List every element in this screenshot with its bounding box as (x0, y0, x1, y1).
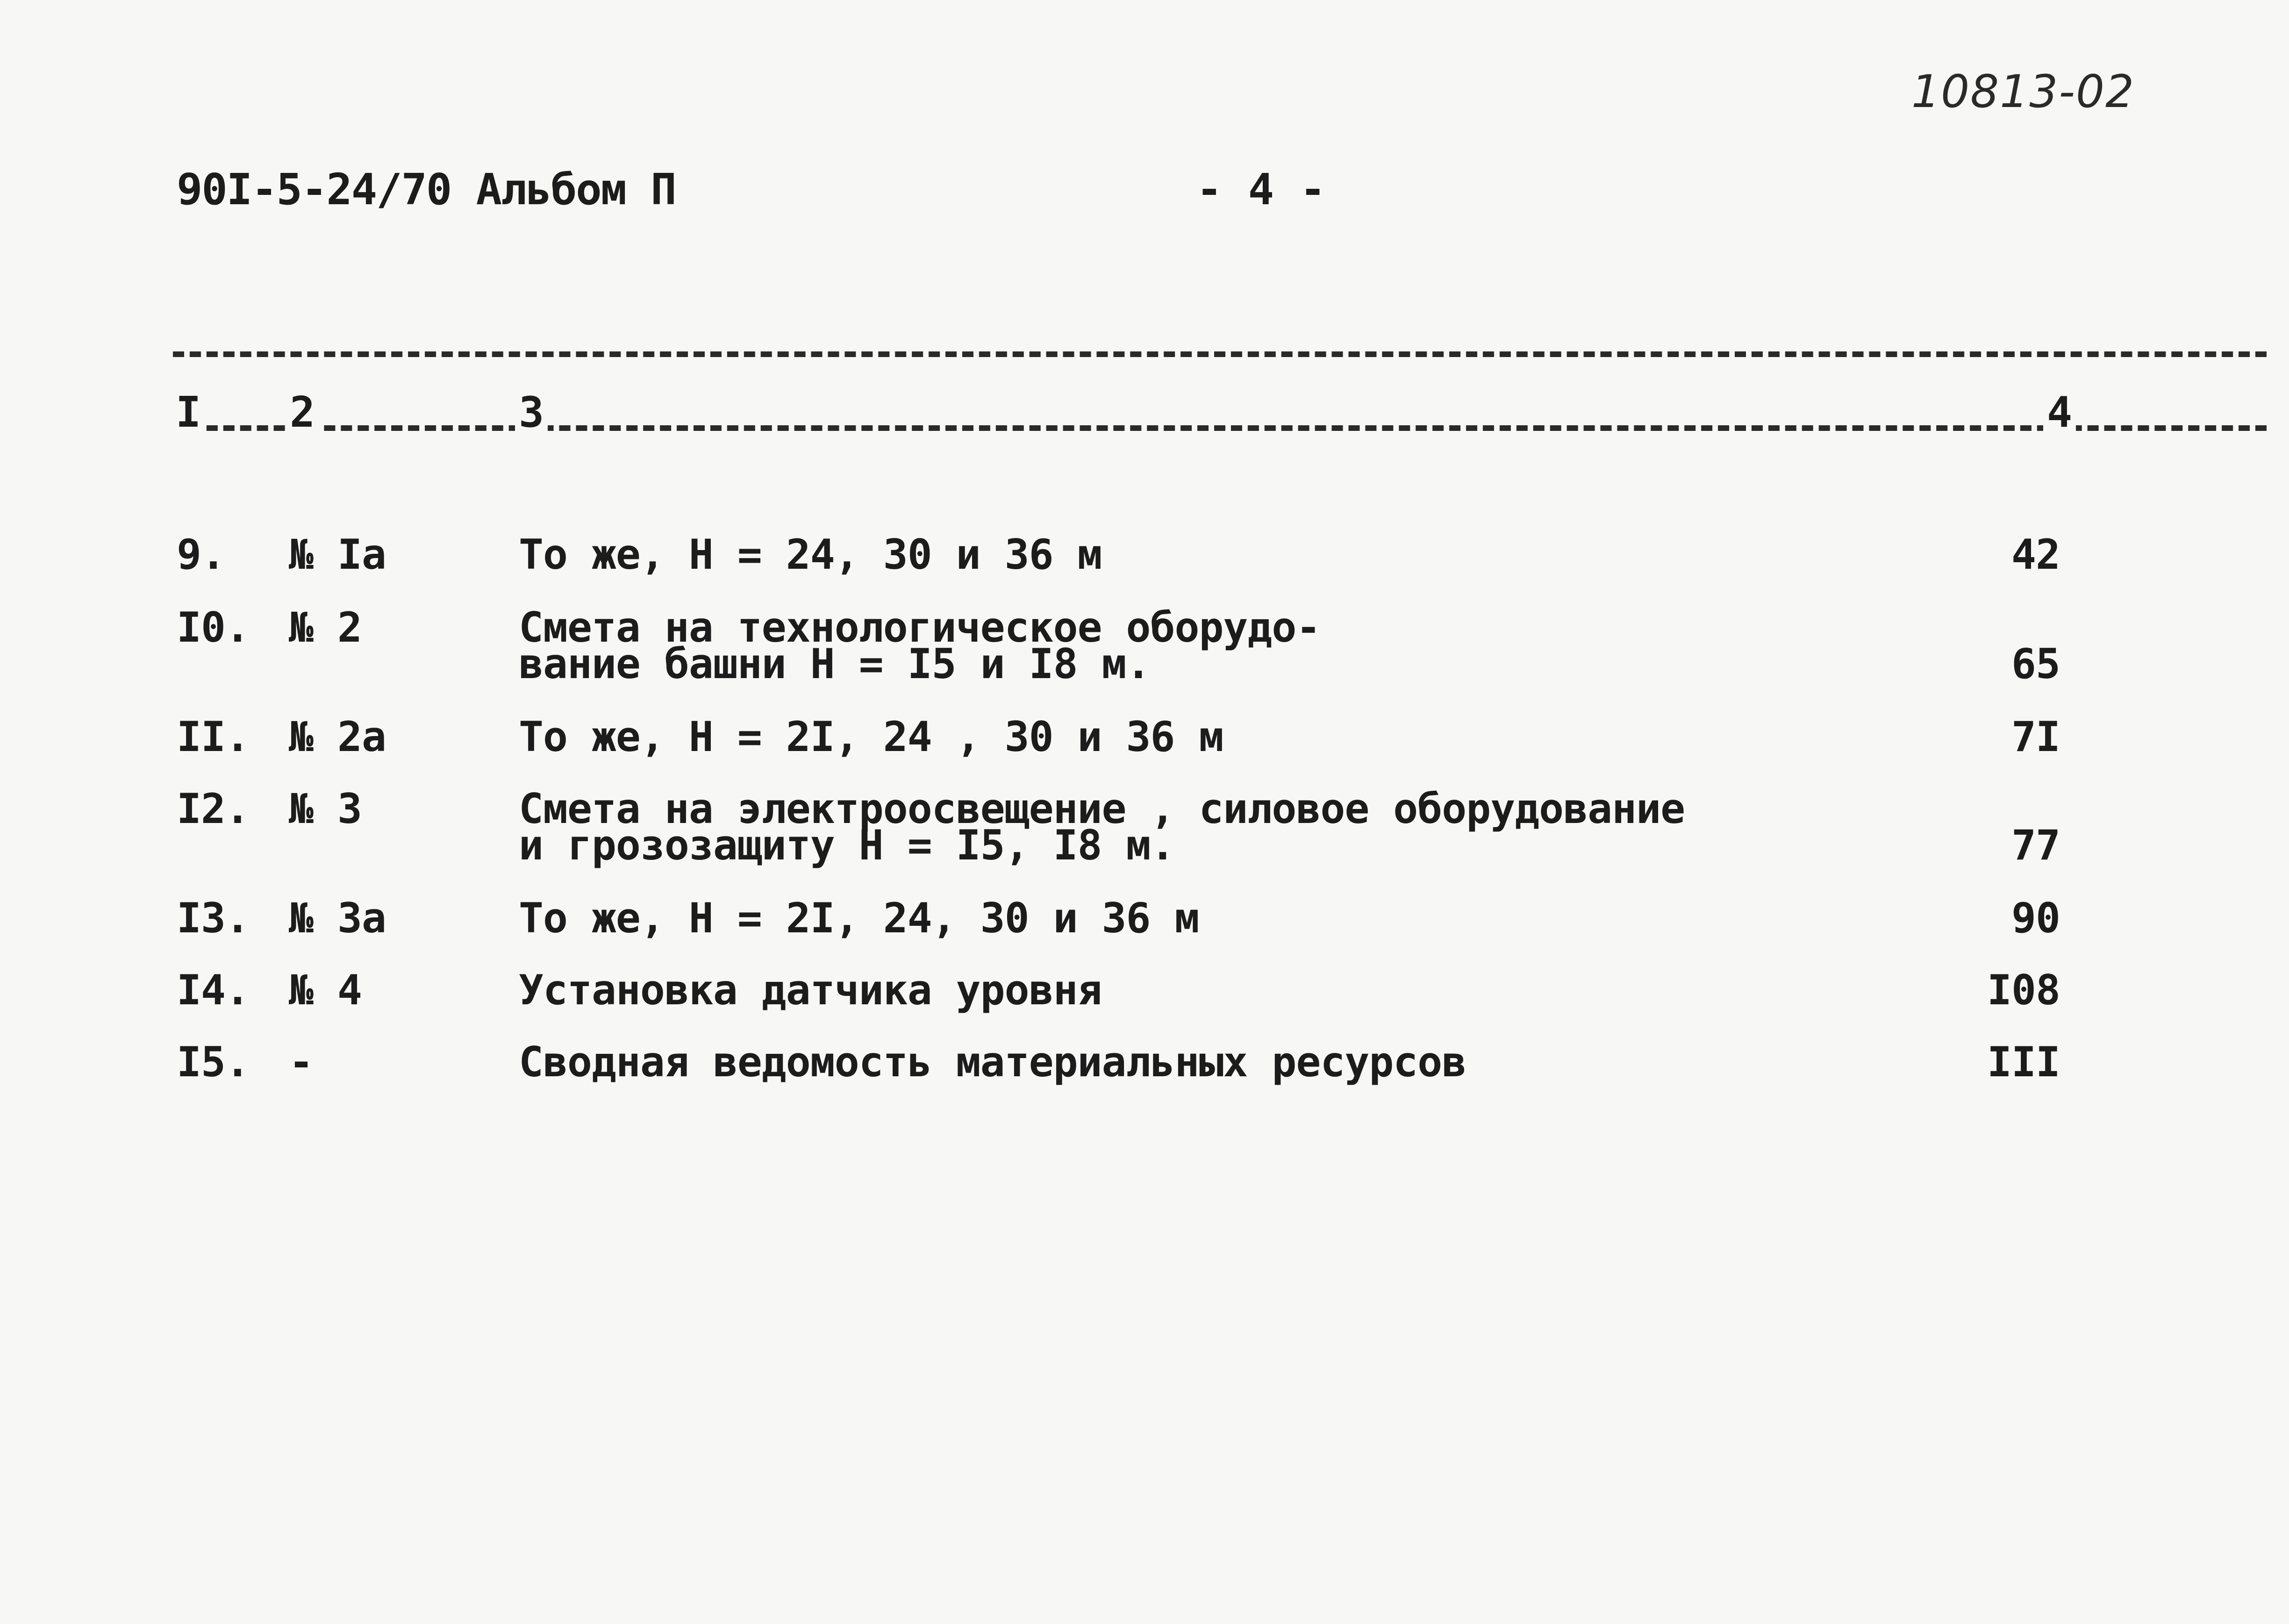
column-header-description: 3 (515, 388, 548, 437)
document-code: 90I-5-24/70 Альбом П (177, 165, 676, 215)
handwritten-inventory-number: 10813-02 (1911, 65, 2135, 118)
row-number: II. (177, 713, 250, 761)
row-description: То же, Н = 2I, 24, 30 и 36 м (519, 894, 1199, 942)
row-number: 9. (177, 530, 225, 579)
row-description: Сводная ведомость материальных ресурсов (519, 1038, 1466, 1086)
row-code: - (289, 1038, 313, 1086)
row-description: То же, Н = 2I, 24 , 30 и 36 м (519, 713, 1223, 761)
page-number: - 4 - (1196, 165, 1326, 215)
row-code: № 2 (289, 603, 362, 651)
row-description: Смета на технологическое оборудо- вание башни Н = I5 и I8 м. (519, 603, 1321, 688)
row-code: № 4 (289, 966, 362, 1014)
row-number: I5. (177, 1038, 250, 1086)
row-page: 77 (2011, 821, 2060, 869)
column-header-code: 2 (286, 388, 319, 437)
row-page: I08 (1987, 966, 2060, 1014)
row-page: 65 (2011, 640, 2060, 688)
row-number: I2. (177, 785, 250, 833)
row-number: I4. (177, 966, 250, 1014)
row-code: № Iа (289, 530, 386, 579)
row-page: III (1987, 1038, 2060, 1086)
row-description: Установка датчика уровня (519, 966, 1102, 1014)
row-number: I0. (177, 603, 250, 651)
dashed-rule-top (173, 351, 2267, 357)
row-page: 90 (2011, 894, 2060, 942)
row-code: № 3а (289, 894, 386, 942)
row-code: № 2а (289, 713, 386, 761)
row-number: I3. (177, 894, 250, 942)
row-page: 7I (2011, 713, 2060, 761)
row-page: 42 (2011, 530, 2060, 579)
row-description: То же, Н = 24, 30 и 36 м (519, 530, 1102, 579)
dashed-rule-header (173, 425, 2267, 431)
column-header-page: 4 (2043, 388, 2076, 437)
row-code: № 3 (289, 785, 362, 833)
row-description: Смета на электроосвещение , силовое оборудование и грозозащиту Н = I5, I8 м. (519, 785, 1685, 869)
column-header-number: I (172, 388, 205, 437)
